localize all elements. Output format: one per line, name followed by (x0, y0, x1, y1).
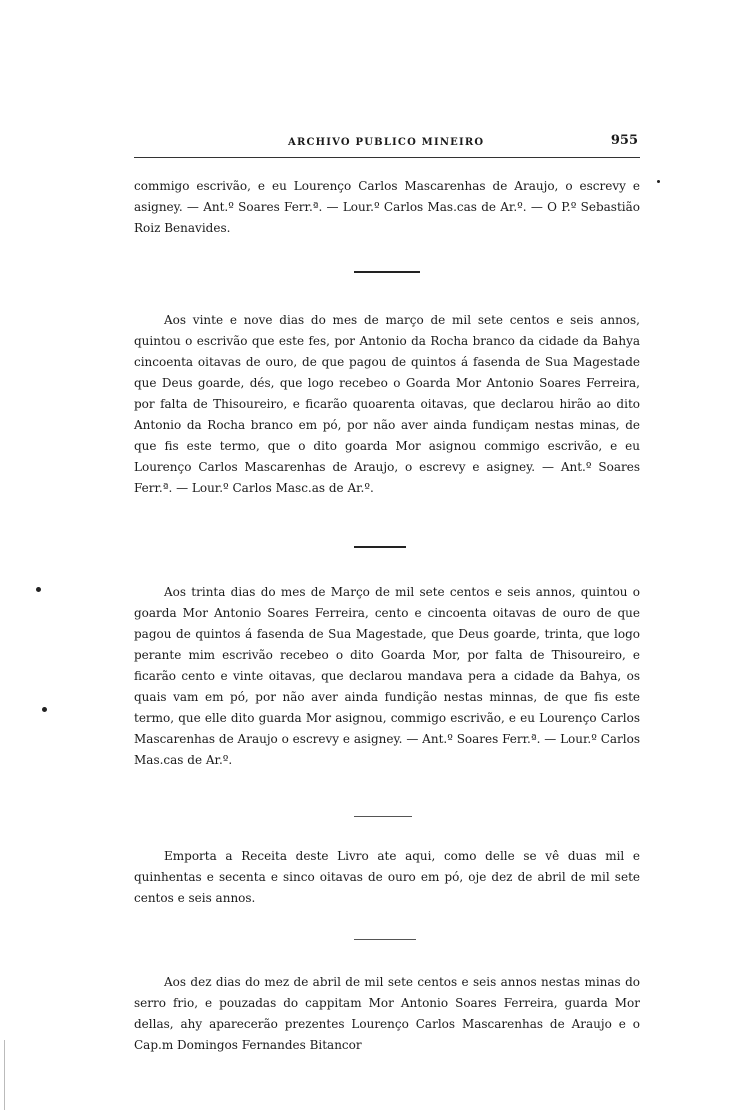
header-rule (134, 157, 640, 158)
section-divider-1 (354, 271, 420, 273)
page-number: 955 (610, 133, 638, 148)
page-header (134, 133, 640, 155)
margin-dot-1 (36, 587, 41, 592)
paragraph-5: Aos dez dias do mez de abril de mil sete centos e seis annos nestas minas do serro frio, e pouzadas do cappitam Mor Antonio Soares Ferreira, guarda Mor dellas, ahy aparecerão prezentes Lourenço Carlos Mascarenhas de Araujo e o Cap.m Domingos Fernandes Bitancor (134, 975, 640, 1052)
paragraph-2: Aos vinte e nove dias do mes de março de mil sete centos e seis annos, quintou o escrivão que este fes, por Antonio da Rocha branco da cidade da Bahya cincoenta oitavas de ouro, de que pagou de quintos á fasenda de Sua Magestade que Deus goarde, dés, que logo recebeo o Goarda Mor Antonio Soares Ferreira, por falta de Thisoureiro, e ficarão quoarenta oitavas, que declarou hirão ao dito Antonio da Rocha branco em pó, por não aver ainda fundiçam nestas minas, de que fis este termo, que o dito goarda Mor asignou commigo escrivão, e eu Lourenço Carlos Mascarenhas de Araujo, o escrevy e asigney. — Ant.º Soares Ferr.ª. — Lour.º Carlos Masc.as de Ar.º. (134, 313, 640, 495)
section-divider-4 (354, 939, 416, 940)
paragraph-1: commigo escrivão, e eu Lourenço Carlos Mascarenhas de Araujo, o escrevy e asigney. — Ant.º Soares Ferr.ª. — Lour.º Carlos Mas.cas de Ar.º. — O P.º Sebastião Roiz Benavides. (134, 179, 640, 235)
paragraph-4: Emporta a Receita deste Livro ate aqui, como delle se vê duas mil e quinhentas e secenta e sinco oitavas de ouro em pó, oje dez de abril de mil sete centos e seis annos. (134, 849, 640, 905)
section-divider-2 (354, 546, 406, 548)
speck-mark (657, 180, 660, 183)
scan-edge-line (4, 1040, 5, 1110)
margin-dot-2 (42, 707, 47, 712)
section-divider-3 (354, 816, 412, 817)
paragraph-3: Aos trinta dias do mes de Março de mil sete centos e seis annos, quintou o goarda Mor Antonio Soares Ferreira, cento e cincoenta oitavas de ouro de que pagou de quintos á fasenda de Sua Magestade, que Deus goarde, trinta, que logo perante mim escrivão recebeo o dito Goarda Mor, por falta de Thisoureiro, e ficarão cento e vinte oitavas, que declarou mandava pera a cidade da Bahya, os quais vam em pó, por não aver ainda fundição nestas minnas, de que fis este termo, que elle dito guarda Mor asignou, commigo escrivão, e eu Lourenço Carlos Mascarenhas de Araujo o escrevy e asigney. — Ant.º Soares Ferr.ª. — Lour.º Carlos Mas.cas de Ar.º. (134, 585, 640, 767)
running-title: ARCHIVO PUBLICO MINEIRO (288, 137, 485, 148)
